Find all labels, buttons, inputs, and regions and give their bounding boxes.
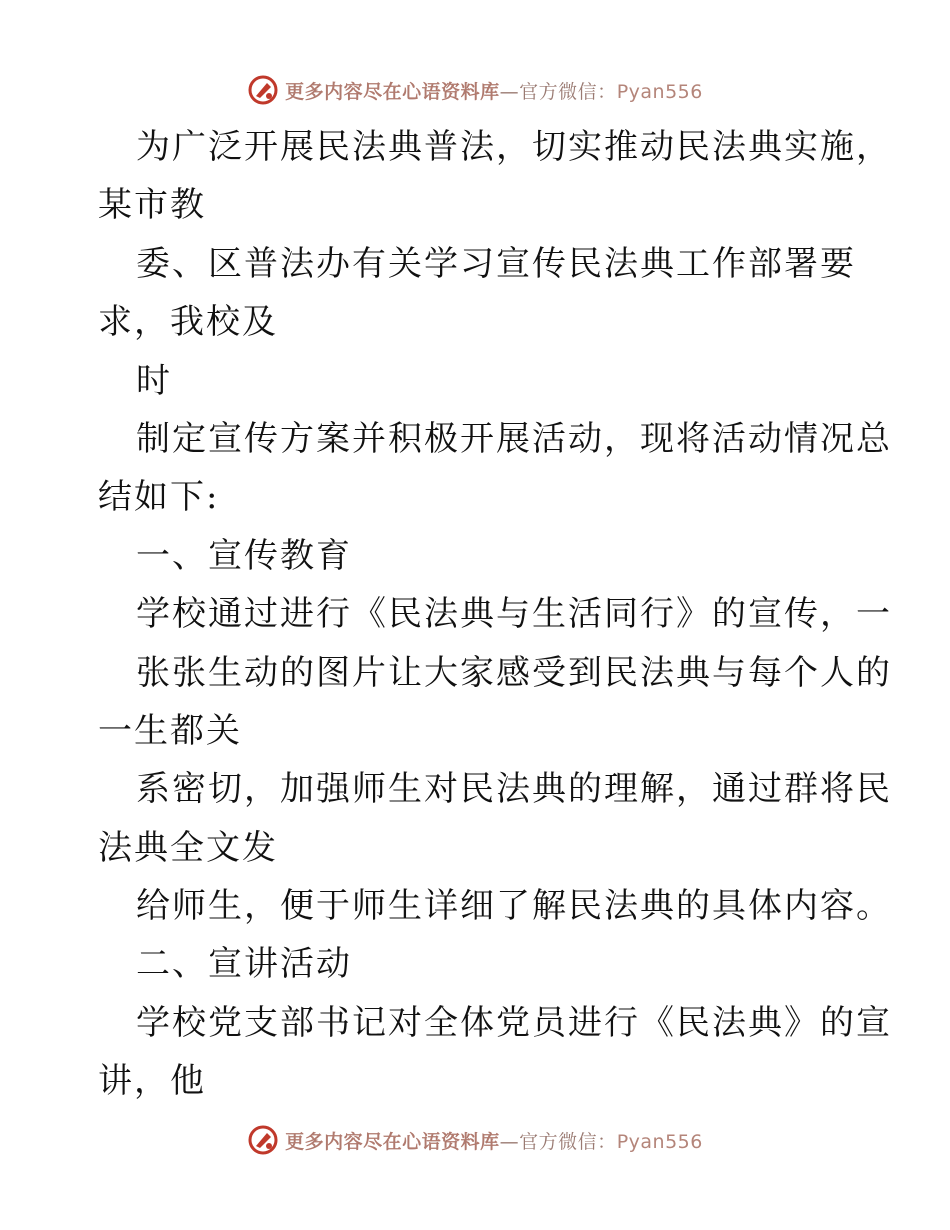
header-banner [0,70,950,110]
text-line: 张张生动的图片让大家感受到民法典与每个人的 [136,652,892,693]
banner-dash: — [499,1130,520,1153]
text-line: 委、区普法办有关学习宣传民法典工作部署要 [136,243,856,284]
banner-main: 更多内容尽在心语资料库 [285,80,500,103]
banner-dash: — [499,80,520,103]
text-line: 某市教 [98,185,206,226]
section-heading: 一、宣传教育 [136,535,352,576]
logo-icon [247,74,279,106]
text-line: 学校通过进行《民法典与生活同行》的宣传，一 [136,594,892,635]
banner-main: 更多内容尽在心语资料库 [285,1130,500,1153]
text-line: 学校党支部书记对全体党员进行《民法典》的宣 [136,1002,892,1043]
text-line: 为广泛开展民法典普法，切实推动民法典实施， [136,127,892,167]
text-line: 制定宣传方案并积极开展活动，现将活动情况总 [136,418,892,459]
text-line: 系密切，加强师生对民法典的理解，通过群将民 [136,769,892,810]
banner-text [285,1127,703,1154]
document-body [98,118,892,1111]
logo-icon [247,1124,279,1156]
banner-id: Pyan556 [616,80,703,103]
text-line: 讲，他 [98,1061,206,1102]
text-line: 给师生，便于师生详细了解民法典的具体内容。 [136,886,892,927]
text-line: 结如下: [98,477,220,518]
banner-wechat: 官方微信： [519,80,617,103]
footer-banner [0,1120,950,1160]
text-line: 时 [136,360,172,401]
text-line: 一生都关 [98,710,242,751]
banner-text [285,77,703,104]
text-line: 法典全文发 [98,827,278,868]
banner-id: Pyan556 [616,1130,703,1153]
text-line: 求，我校及 [98,302,278,343]
section-heading: 二、宣讲活动 [136,944,352,985]
banner-wechat: 官方微信： [519,1130,617,1153]
